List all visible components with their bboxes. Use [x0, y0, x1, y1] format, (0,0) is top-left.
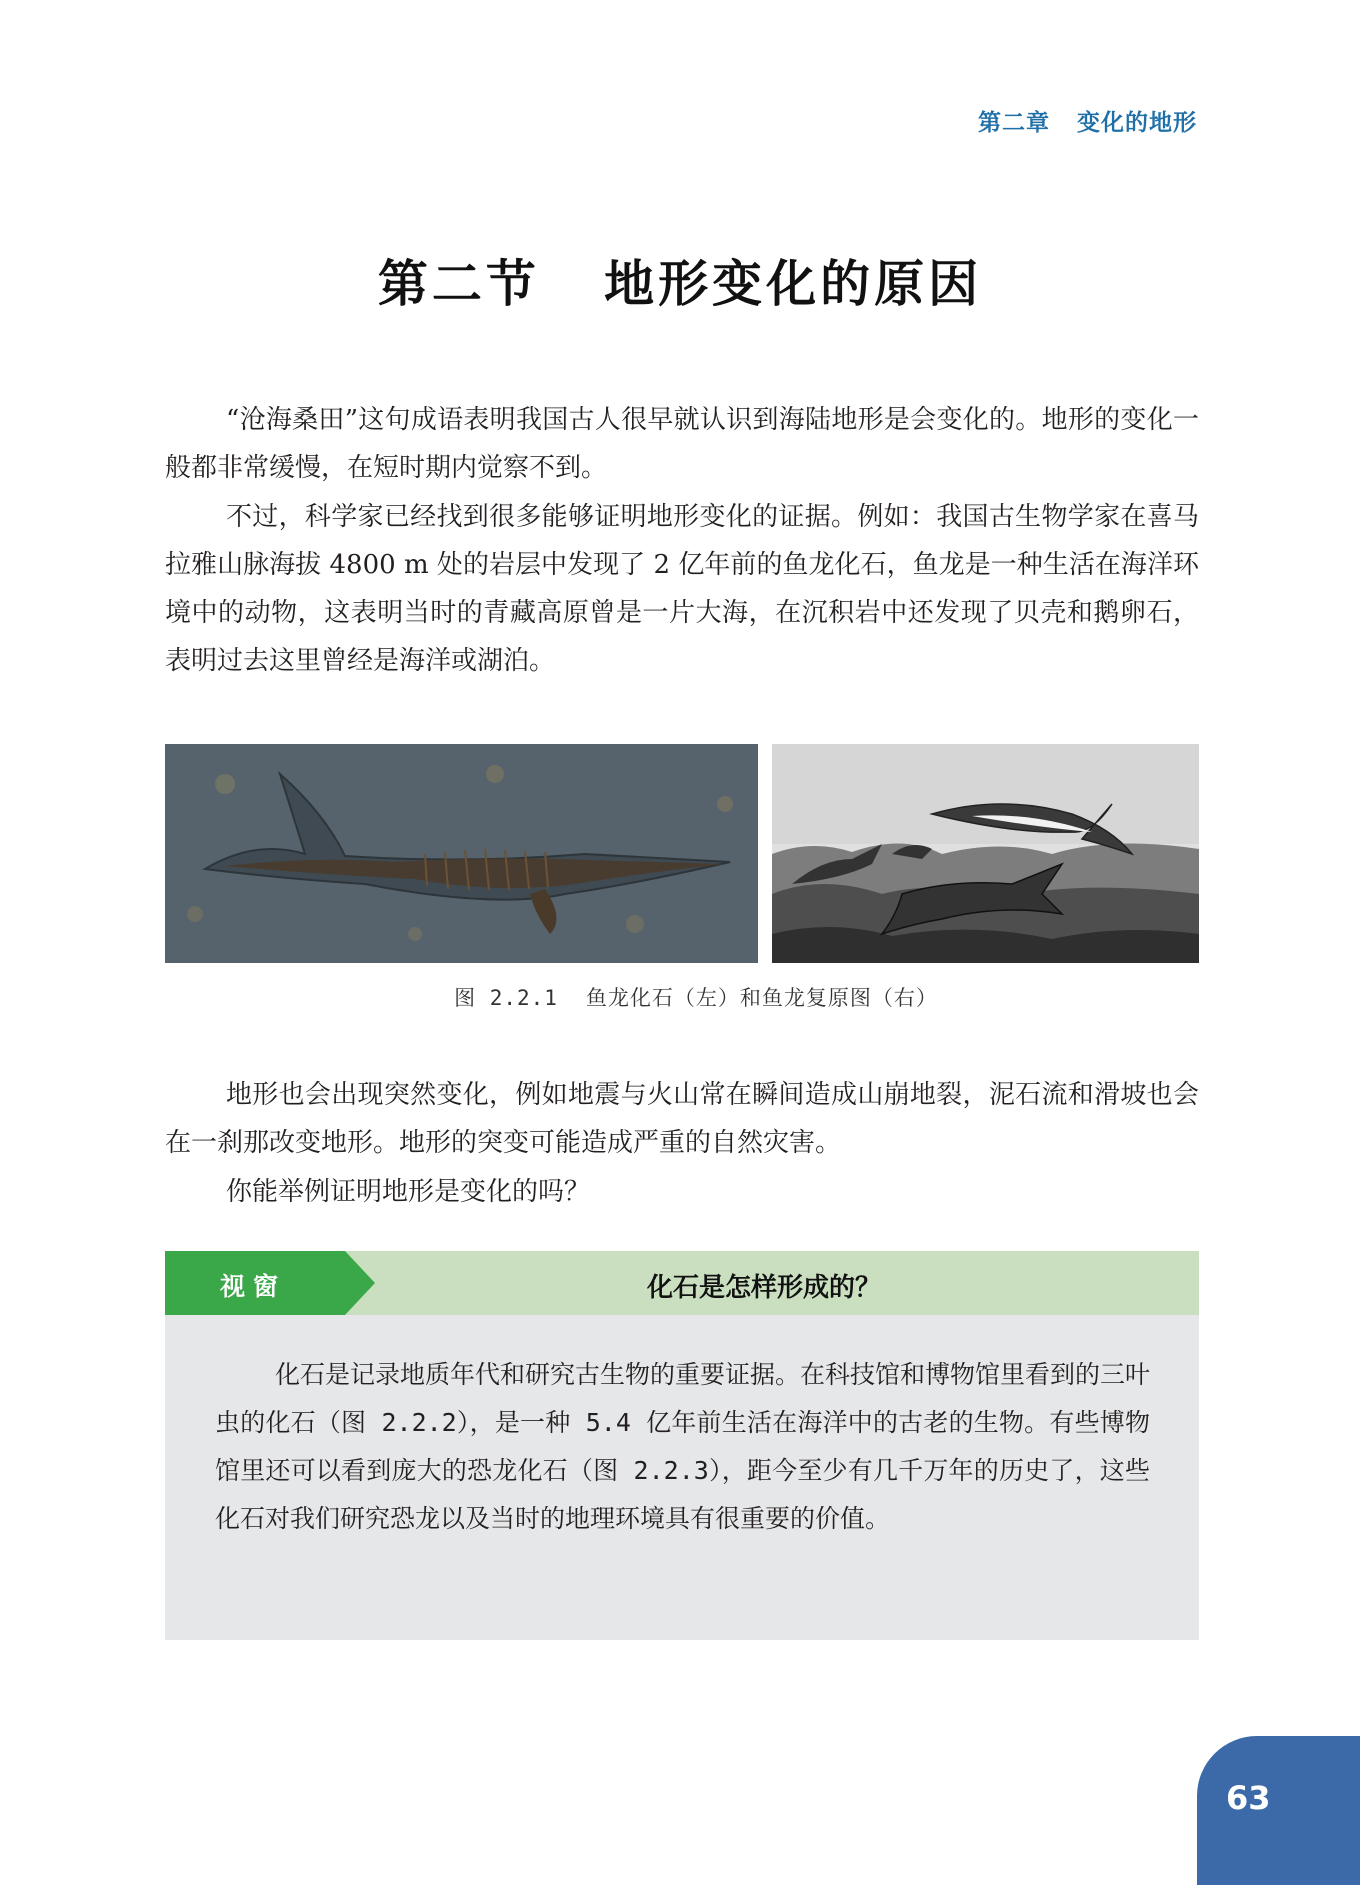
sidebar-box-header: [165, 1251, 1199, 1315]
sidebar-box-tag-label: 视窗: [220, 1272, 287, 1301]
ichthyosaur-fossil-image: [165, 744, 758, 963]
paragraph-intro: “沧海桑田”这句成语表明我国古人很早就认识到海陆地形是会变化的。地形的变化一般都非常缓慢，在短时期内觉察不到。: [165, 405, 1199, 483]
sidebar-box-body: [165, 1315, 1199, 1640]
paragraph-sudden-change: 地形也会出现突然变化，例如地震与火山常在瞬间造成山崩地裂，泥石流和滑坡也会在一刹那改变地形。地形的突变可能造成严重的自然灾害。: [165, 1080, 1199, 1158]
page-number-tab: [1197, 1736, 1360, 1885]
page-number: 63: [1226, 1779, 1271, 1817]
paragraph-question: 你能举例证明地形是变化的吗？: [226, 1177, 591, 1207]
paragraph-evidence: 不过，科学家已经找到很多能够证明地形变化的证据。例如：我国古生物学家在喜马拉雅山脉海拔 4800 m 处的岩层中发现了 2 亿年前的鱼龙化石，鱼龙是一种生活在海洋环境中的动物，这表明当时的青藏高原曾是一片大海，在沉积岩中还发现了贝壳和鹅卵石，表明过去这里曾经是海洋或湖泊。: [165, 502, 1199, 676]
figure-caption-text: 鱼龙化石（左）和鱼龙复原图（右）: [585, 986, 938, 1010]
figure-number: 图 2.2.1: [454, 986, 558, 1010]
section-title: 第二节 地形变化的原因: [377, 255, 983, 313]
sidebar-box-title: 化石是怎样形成的？: [647, 1273, 882, 1303]
ichthyosaur-reconstruction-image: [772, 744, 1199, 963]
figure-caption: [0, 982, 1360, 1012]
sidebar-box-text: 化石是记录地质年代和研究古生物的重要证据。在科技馆和博物馆里看到的三叶虫的化石（图 2.2.2），是一种 5.4 亿年前生活在海洋中的古老的生物。有些博物馆里还可以看到庞大的恐龙化石（图 2.2.3），距今至少有几千万年的历史了，这些化石对我们研究恐龙以及当时的地理环境具有很重要的价值。: [215, 1360, 1151, 1533]
chapter-header: 第二章 变化的地形: [977, 110, 1197, 136]
